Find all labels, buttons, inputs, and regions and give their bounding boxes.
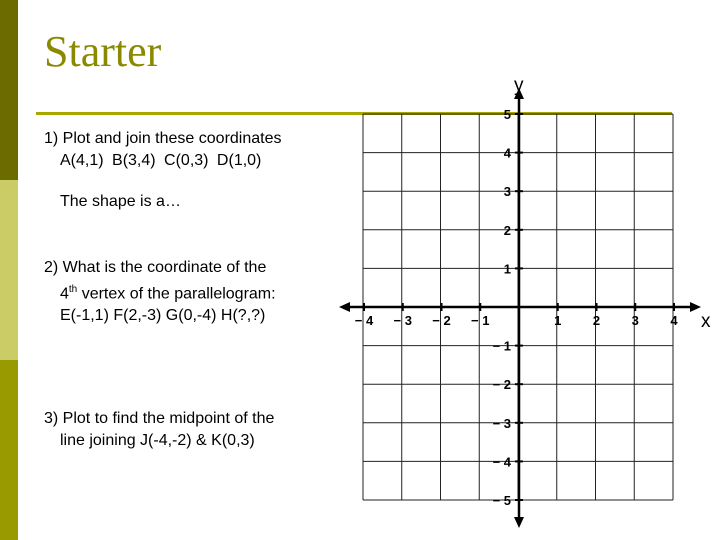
x-tick-label: 1 (554, 313, 562, 328)
y-tick-label: 5 (503, 107, 511, 122)
x-tick-label: 2 (592, 313, 601, 328)
question-3-points: line joining J(-4,-2) & K(0,3) (60, 432, 255, 449)
page-title: Starter (44, 27, 162, 76)
y-tick-label: − 3 (492, 415, 511, 431)
y-tick-label: 2 (503, 222, 511, 238)
question-2-coordinates: E(-1,1) F(2,-3) G(0,-4) H(?,?) (60, 307, 266, 325)
x-tick-label: − 4 (354, 313, 374, 328)
y-tick-label: 1 (503, 261, 511, 277)
x-tick-label: − 2 (432, 313, 451, 328)
ordinal-number: 4 (60, 285, 69, 303)
y-tick-label: 4 (503, 145, 511, 161)
x-axis-arrow-right (690, 302, 701, 312)
x-tick-label: 3 (631, 313, 639, 328)
axis-labels (355, 75, 711, 508)
question-1-text: 1) Plot and join these coordinates (44, 130, 282, 147)
x-tick-label: 4 (670, 313, 678, 328)
question-3-text: 3) Plot to find the midpoint of the (44, 410, 275, 427)
question-2-text: 2) What is the coordinate of the (44, 259, 267, 276)
ordinal-suffix: th (68, 284, 78, 295)
x-tick-label: − 3 (393, 313, 412, 328)
x-axis-arrow-left (339, 302, 350, 312)
y-tick-label: − 2 (492, 377, 511, 393)
y-tick-label: − 5 (492, 493, 511, 508)
y-axis-arrow-down (514, 517, 524, 528)
y-axis-label: y (514, 75, 524, 96)
x-axis-label: x (701, 311, 711, 332)
y-tick-label: 3 (503, 184, 511, 200)
y-tick-label: − 1 (492, 338, 511, 354)
question-1-coordinates: A(4,1) B(3,4) C(0,3) D(1,0) (60, 152, 262, 169)
x-tick-label: − 1 (471, 313, 490, 328)
y-tick-label: − 4 (492, 454, 511, 470)
shape-prompt: The shape is a… (60, 193, 181, 210)
axes (339, 88, 701, 528)
question-2-rest: vertex of the parallelogram: (77, 285, 276, 303)
